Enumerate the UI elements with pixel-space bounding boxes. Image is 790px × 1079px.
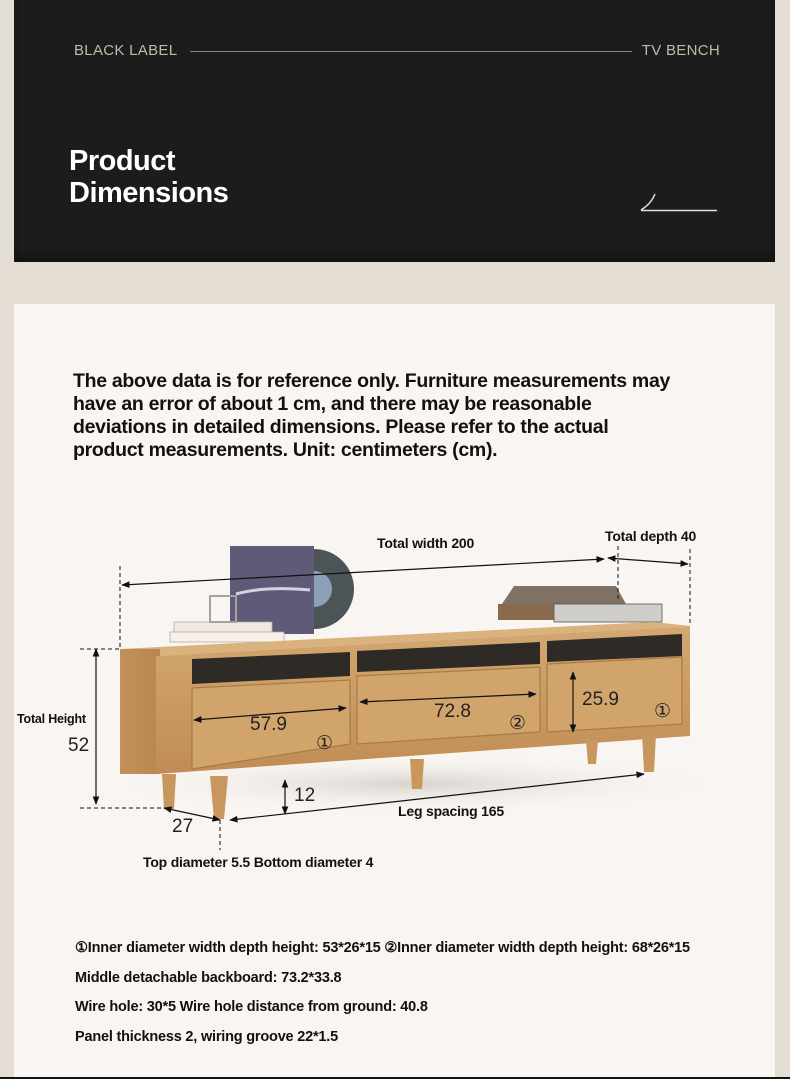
flourish-decoration-icon: [639, 190, 719, 214]
right-compartment-height: 25.9: [582, 689, 619, 710]
leg-depth-spacing-value: 27: [172, 816, 194, 837]
header-banner: [14, 0, 775, 262]
left-compartment-width: 57.9: [250, 714, 287, 735]
middle-compartment-width: 72.8: [434, 701, 471, 722]
leg-spacing-label: Leg spacing 165: [398, 803, 504, 819]
total-depth-label: Total depth 40: [605, 528, 697, 544]
title-line-2: Dimensions: [69, 177, 229, 209]
title-line-1: Product: [69, 145, 176, 177]
spec-inner-dimensions: ①Inner diameter width depth height: 53*26*15 ②Inner diameter width depth height: 68*26*15: [75, 940, 690, 956]
dimensions-card: [14, 304, 775, 1079]
header-divider: [190, 51, 632, 52]
spec-backboard: Middle detachable backboard: 73.2*33.8: [75, 969, 342, 986]
spec-wire-hole: Wire hole: 30*5 Wire hole distance from ground: 40.8: [75, 999, 428, 1015]
record-decor: [170, 546, 354, 642]
leg-height-value: 12: [294, 785, 316, 806]
total-height-value: 52: [68, 735, 90, 756]
disclaimer-text: The above data is for reference only. Furniture measurements may have an error of about 1 cm, and there may be reasonable deviations in detailed dimensions. Please refer to the actual product measurements. Unit: centimeters (cm).: [73, 370, 671, 461]
spec-panel-thickness: Panel thickness 2, wiring groove 22*1.5: [75, 1028, 338, 1045]
brand-label: BLACK LABEL: [74, 42, 178, 59]
spec-list: [75, 940, 690, 1058]
page-title: [69, 145, 228, 209]
turntable-decor: [498, 586, 662, 622]
total-height-label: Total Height: [17, 712, 86, 726]
marker-1-left: ①: [316, 733, 334, 754]
marker-1-right: ①: [654, 701, 672, 722]
total-width-label: Total width 200: [377, 535, 475, 551]
category-label: TV BENCH: [641, 42, 720, 59]
marker-2: ②: [509, 713, 527, 734]
leg-diameter-label: Top diameter 5.5 Bottom diameter 4: [143, 854, 374, 870]
